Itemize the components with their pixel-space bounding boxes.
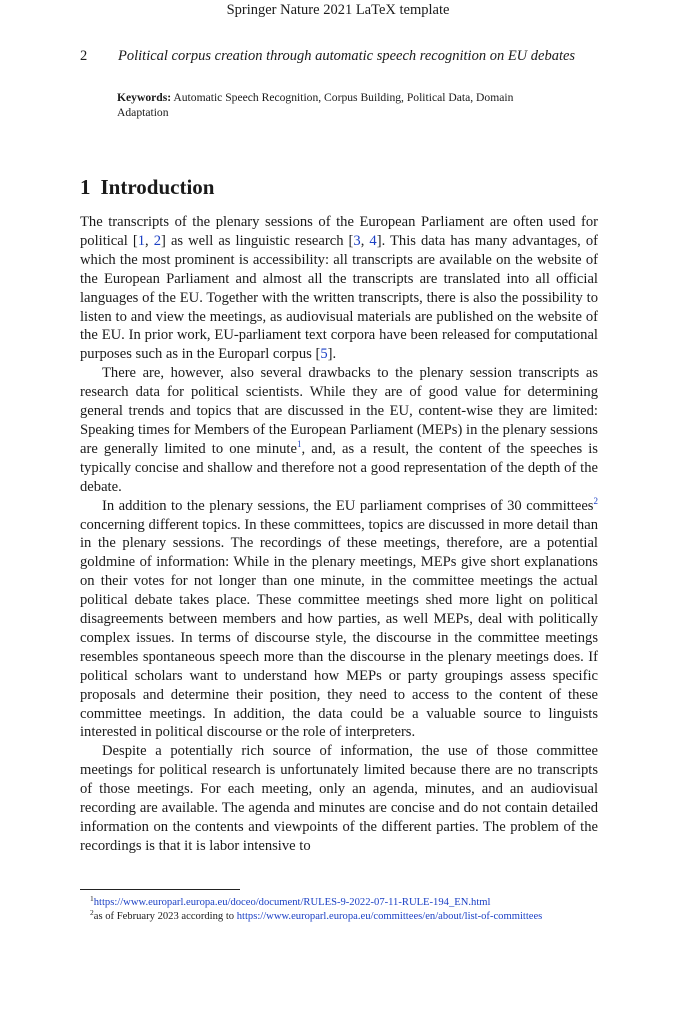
template-header: Springer Nature 2021 LaTeX template xyxy=(226,2,450,18)
keywords-label: Keywords: xyxy=(117,91,172,104)
p1-text-c: ]. This data has many advantages, of which the most prominent is accessibility: all transcripts are available on the website of the European Parliament and almost all the transcripts are translated into all official languages of the EU. Together with the written transcripts, there is also the possibility to listen to and view the meetings, as audiovisual materials are published on the website of the EU. In prior work, EU-parliament text corpora have been released for computational purposes such as in the Europarl corpus [ xyxy=(80,232,598,363)
section-heading xyxy=(80,174,214,200)
citation-link[interactable]: 3 xyxy=(353,232,361,249)
paragraph-2 xyxy=(80,364,598,496)
keywords-text: Automatic Speech Recognition, Corpus Building, Political Data, Domain Adaptation xyxy=(117,91,514,119)
citation-link[interactable]: 2 xyxy=(153,232,162,249)
running-title: Political corpus creation through automatic speech recognition on EU debates xyxy=(118,48,576,64)
paragraph-3 xyxy=(80,497,598,743)
p1-sep-2: , xyxy=(360,232,370,249)
footnote-ref[interactable]: 1 xyxy=(296,438,302,449)
page-number: 2 xyxy=(80,48,88,64)
footnote-url-link[interactable]: https://www.europarl.europa.eu/committees/en/about/list-of-committees xyxy=(236,910,543,922)
citation-link[interactable]: 1 xyxy=(137,232,146,249)
paragraph-1 xyxy=(80,213,598,364)
footnote-url-link[interactable]: https://www.europarl.europa.eu/doceo/document/RULES-9-2022-07-11-RULE-194_EN.html xyxy=(93,897,491,908)
footnote-ref[interactable]: 2 xyxy=(593,495,598,506)
footnote-mark: 2 xyxy=(90,907,94,917)
p2-text-b: , and, as a result, the content of the speeches is typically concise and shallow and therefore not a good representation of the depth of the debate. xyxy=(80,440,598,495)
footnote-1 xyxy=(80,896,598,910)
p3-text-b: concerning different topics. In these committees, topics are discussed in more detail than in the plenary sessions. The recordings of these meetings, therefore, are a potential goldmine of information: While in the plenary meetings, MEPs give short explanations on their votes for not longer than one minute, in the committee meetings the actual political debate takes place. These committee meetings shed more light on political disagreements between members and how parties, as well MEPs, deal with politically complex issues. In terms of discourse style, the discourse in the committee meetings resembles spontaneous speech more than the discourse in the plenary meetings does. If political scholars want to understand how MEPs or party groupings assess specific proposals and determine their position, they need to access to the content of these committee meetings. In addition, the data could be a valuable source to linguists interested in political discourse or the role of interpreters. xyxy=(80,516,598,741)
paragraph-4: Despite a potentially rich source of information, the use of those committee meetings for political research is unfortunately limited because there are no transcripts of those meetings. For each meeting, only an agenda, minutes, and an audiovisual recording are available. The agenda and minutes are concise and do not contain detailed information on the contents and viewpoints of the different parties. The problem of the recordings is that it is labor intensive to xyxy=(80,743,598,854)
section-title: Introduction xyxy=(100,175,215,199)
p3-text-a: In addition to the plenary sessions, the EU parliament comprises of 30 committees xyxy=(102,497,594,514)
body-text xyxy=(80,213,598,856)
citation-link[interactable]: 4 xyxy=(369,232,377,249)
keywords xyxy=(117,90,562,120)
p1-sep-1: , xyxy=(145,232,154,249)
p1-text-d: ]. xyxy=(327,346,337,363)
footnote-rule xyxy=(80,889,240,890)
footnote-2 xyxy=(80,907,598,924)
section-number: 1 xyxy=(80,175,91,199)
footnote-mark: 1 xyxy=(90,894,94,903)
p2-text-a: There are, however, also several drawbacks to the plenary session transcripts as research data for political scientists. While they are of good value for determining general trends and topics that are discussed in the EU, content-wise they are limited: Speaking times for Members of the European Parliament (MEPs) in the plenary sessions are generally limited to one minute xyxy=(80,365,598,457)
footnotes xyxy=(80,896,598,923)
p1-text-a: The transcripts of the plenary sessions of the European Parliament are often used for political [ xyxy=(80,214,598,249)
p1-text-b: ] as well as linguistic research [ xyxy=(161,232,354,249)
footnote-text: as of February 2023 according to xyxy=(93,910,237,922)
citation-link[interactable]: 5 xyxy=(320,346,328,363)
